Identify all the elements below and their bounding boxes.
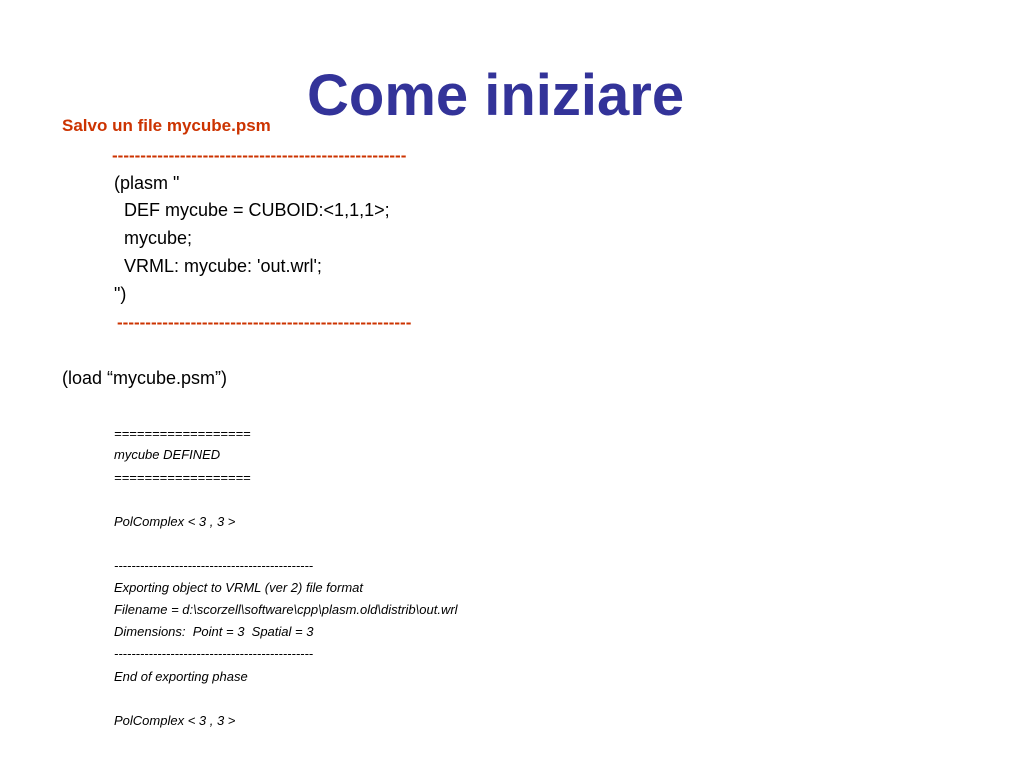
separator-bottom: ---------------------------------------------------- (117, 313, 412, 332)
code-line: DEF mycube = CUBOID:<1,1,1>; (114, 200, 390, 220)
output-line: ================== (114, 426, 251, 441)
slide-subtitle: Salvo un file mycube.psm (62, 116, 271, 135)
output-line: PolComplex < 3 , 3 > (114, 514, 236, 529)
output-line: ================== (114, 470, 251, 485)
output-line: Dimensions: Point = 3 Spatial = 3 (114, 624, 314, 639)
output-line: ---------------------------------------------- (114, 646, 314, 661)
output-line: Filename = d:\scorzell\software\cpp\plasm.old\distrib\out.wrl (114, 602, 458, 617)
output-line: PolComplex < 3 , 3 > (114, 713, 236, 728)
output-line: mycube DEFINED (114, 447, 221, 462)
separator-top: ---------------------------------------------------- (112, 146, 407, 165)
code-line: mycube; (114, 228, 193, 248)
output-line: ---------------------------------------------- (114, 558, 314, 573)
output-line: End of exporting phase (114, 669, 248, 684)
code-line: VRML: mycube: 'out.wrl'; (114, 256, 322, 276)
code-line: (plasm " (114, 173, 180, 193)
code-line: ") (114, 284, 127, 304)
slide-title: Come iniziare (307, 63, 685, 128)
output-line: Exporting object to VRML (ver 2) file format (114, 580, 364, 595)
load-command: (load “mycube.psm”) (62, 368, 228, 388)
